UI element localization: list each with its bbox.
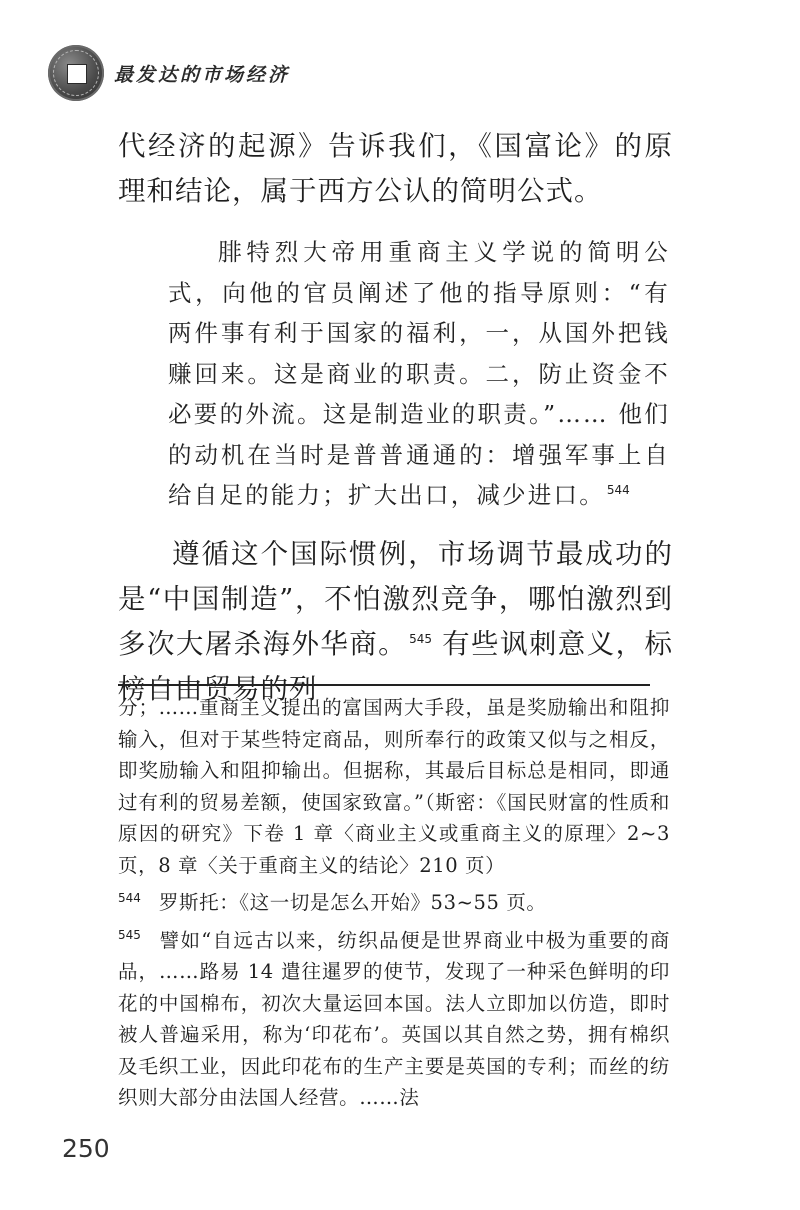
- running-title: 最发达的市场经济: [114, 63, 291, 86]
- footnotes: [118, 692, 670, 1114]
- coin-icon: [48, 45, 104, 101]
- footnote-text: 罗斯托：《这一切是怎么开始》53~55 页。: [158, 891, 547, 914]
- quote-text: 腓特烈大帝用重商主义学说的简明公式，向他的官员阐述了他的指导原则：“有两件事有利于国家的福利，一，从国外把钱赚回来。这是商业的职责。二，防止资金不必要的外流。这是制造业的职责。”…… 他们的动机在当时是普普通通的：增强军事上自给自足的能力；扩大出口，减少进口。: [168, 238, 670, 509]
- footnote-ref-545[interactable]: 545: [409, 631, 432, 646]
- footnote-divider: [118, 684, 650, 686]
- footnote-ref-544[interactable]: 544: [606, 483, 630, 498]
- footnote-number: 545: [118, 928, 141, 942]
- running-header: [48, 44, 290, 102]
- page-number: 250: [62, 1134, 110, 1163]
- footnote-545: [118, 925, 670, 1114]
- footnote-number: 544: [118, 890, 141, 905]
- footnote-text: 譬如“自远古以来，纺织品便是世界商业中极为重要的商品，……路易 14 遣往暹罗的使节，发现了一种采色鲜明的印花的中国棉布，初次大量运回本国。法人立即加以仿造，即时被人普遍采用，称为‘印花布’。英国以其自然之势，拥有棉织及毛织工业，因此印花布的生产主要是英国的专利；而丝的纺织则大部分由法国人经营。……法: [118, 928, 670, 1109]
- paragraph-2-text-b: 有些讽刺意义，标榜自由贸易的列: [118, 628, 674, 705]
- footnote-continued: 分；……重商主义提出的富国两大手段，虽是奖励输出和阻抑输入，但对于某些特定商品，则所奉行的政策又似与之相反，即奖励输入和阻抑输出。但据称，其最后目标总是相同，即通过有利的贸易差额，使国家致富。”（斯密：《国民财富的性质和原因的研究》下卷 1 章〈商业主义或重商主义的原理〉2~3 页，8 章〈关于重商主义的结论〉210 页）: [118, 696, 670, 877]
- body-paragraph-1: 代经济的起源》告诉我们，《国富论》的原理和结论，属于西方公认的简明公式。: [118, 130, 673, 207]
- block-quote: [168, 232, 670, 516]
- footnote-544: [118, 887, 670, 919]
- paragraph-2-text-a: 遵循这个国际惯例，市场调节最成功的是“中国制造”，不怕激烈竞争，哪怕激烈到多次大屠杀海外华商。: [118, 538, 673, 660]
